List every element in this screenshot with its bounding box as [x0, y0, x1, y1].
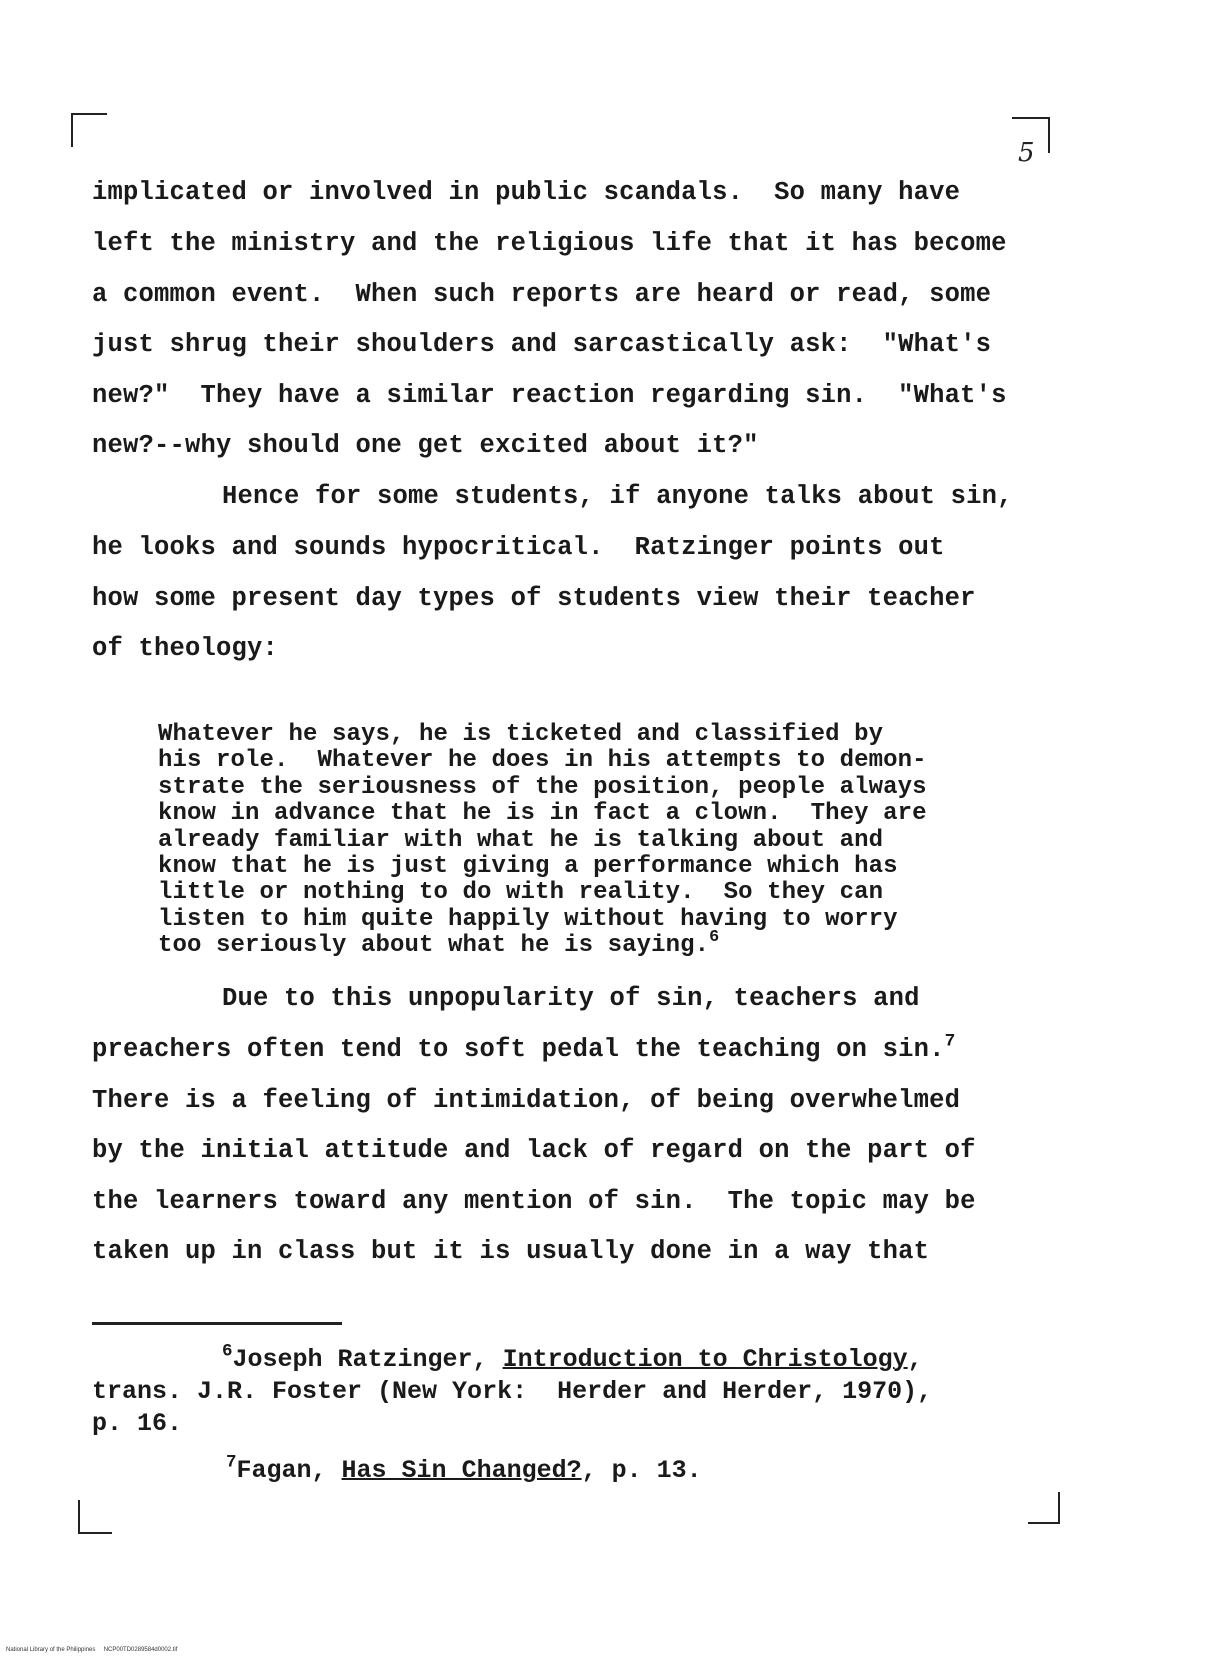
footnote-7-title: Has Sin Changed?: [341, 1456, 582, 1485]
quote-line: [158, 928, 927, 960]
bottom-right-crop-mark: [1028, 1492, 1060, 1524]
footnote-6: [222, 1341, 923, 1374]
body-line: There is a feeling of intimidation, of being overwhelmed: [92, 1086, 961, 1115]
page-number: 5: [1018, 138, 1035, 168]
archive-footer: National Library of the Philippines NCP00TD0289584d0002.tif: [6, 1647, 178, 1653]
bottom-left-crop-mark: [78, 1500, 112, 1534]
quote-line: his role. Whatever he does in his attempts to demon-: [158, 747, 927, 775]
body-line: Hence for some students, if anyone talks about sin,: [222, 482, 1013, 511]
body-line: he looks and sounds hypocritical. Ratzinger points out: [92, 533, 945, 562]
body-line: new?" They have a similar reaction regarding sin. "What's: [92, 381, 1007, 410]
quote-line: strate the seriousness of the position, people always: [158, 773, 927, 801]
body-line: implicated or involved in public scandals. So many have: [92, 178, 961, 207]
body-line: taken up in class but it is usually done in a way that: [92, 1237, 930, 1266]
footnote-6-title: Introduction to Christology: [502, 1345, 908, 1374]
footnote-7: [226, 1452, 702, 1485]
body-line: new?--why should one get excited about it?": [92, 431, 759, 460]
body-line: Due to this unpopularity of sin, teachers and: [222, 984, 920, 1013]
body-line: the learners toward any mention of sin. The topic may be: [92, 1187, 976, 1216]
quote-line: listen to him quite happily without having to worry: [158, 905, 898, 933]
body-line-text: preachers often tend to soft pedal the teaching on sin.: [92, 1035, 945, 1064]
body-line: a common event. When such reports are heard or read, some: [92, 280, 992, 309]
body-line: just shrug their shoulders and sarcastically ask: "What's: [92, 330, 992, 359]
body-line: [92, 1031, 956, 1064]
footnote-6-comma: ,: [907, 1345, 923, 1374]
footnote-ref-6: 6: [709, 928, 720, 948]
footnote-ref-7: 7: [944, 1031, 956, 1052]
footnote-separator: [92, 1322, 342, 1325]
quote-line: already familiar with what he is talking about and: [158, 826, 884, 854]
body-line: by the initial attitude and lack of regard on the part of: [92, 1136, 976, 1165]
body-line: how some present day types of students view their teacher: [92, 584, 976, 613]
body-line: of theology:: [92, 634, 279, 663]
quote-line: little or nothing to do with reality. So they can: [158, 879, 884, 907]
quote-line-text: too seriously about what he is saying.: [158, 932, 710, 960]
quote-line: know that he is just giving a performance which has: [158, 853, 898, 881]
quote-line: know in advance that he is in fact a clown. They are: [158, 800, 927, 828]
block-quote: [158, 722, 927, 960]
footnote-7-number: 7: [226, 1452, 237, 1473]
body-line: left the ministry and the religious life that it has become: [92, 229, 1007, 258]
quote-line: Whatever he says, he is ticketed and classified by: [158, 721, 884, 748]
footnote-7-author: Fagan,: [236, 1456, 342, 1485]
footnote-6-line-3: p. 16.: [92, 1409, 183, 1438]
footnote-6-author: Joseph Ratzinger,: [232, 1345, 503, 1374]
footnote-7-end: , p. 13.: [581, 1456, 702, 1485]
footnote-6-line-2: trans. J.R. Foster (New York: Herder and Herder, 1970),: [92, 1377, 933, 1406]
footnote-6-number: 6: [222, 1341, 233, 1362]
top-left-crop-mark: [71, 113, 107, 147]
